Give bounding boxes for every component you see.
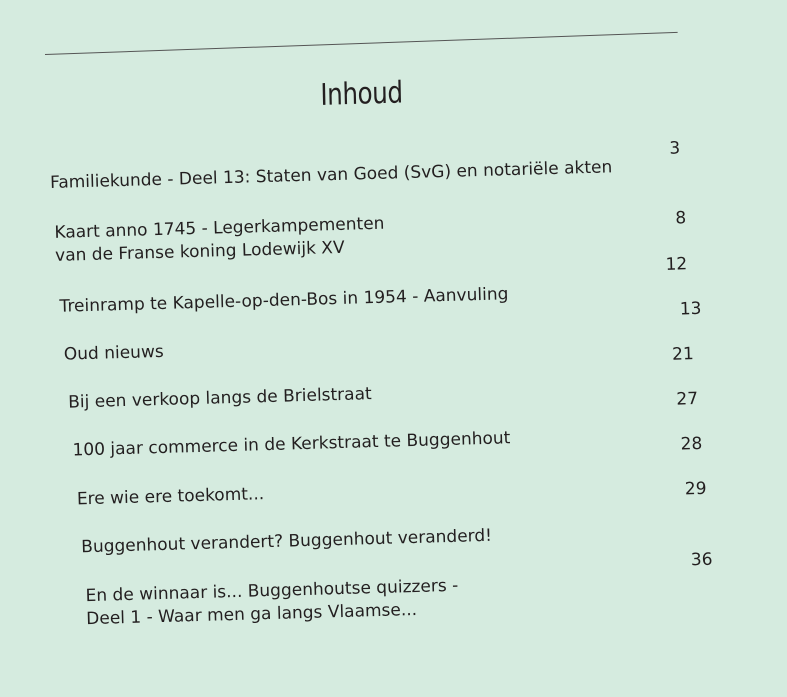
toc-entry-line: Familiekunde - Deel 13: Staten van Goed (SvG) en notariële akten (49, 157, 613, 193)
toc-entry-line: Buggenhout verandert? Buggenhout veranderd! (80, 525, 493, 558)
toc-entry (77, 483, 265, 511)
toc-entry (54, 213, 385, 268)
toc-entry-line: Bij een verkoop langs de Brielstraat (67, 384, 372, 413)
toc-page-number: 28 (680, 433, 703, 455)
toc-entry-line: En de winnaar is... Buggenhoutse quizzers - (85, 575, 459, 607)
toc-page-number: 36 (690, 549, 713, 571)
toc-entry-line: 100 jaar commerce in de Kerkstraat te Buggenhout (72, 428, 511, 461)
toc-entry-line: Ere wie ere toekomt... (76, 484, 265, 510)
toc-entry (72, 427, 510, 462)
toc-page-number: 27 (676, 388, 699, 410)
toc-entry (59, 283, 508, 319)
toc-page-number: 21 (671, 344, 695, 365)
toc-page-number: 12 (665, 254, 688, 275)
toc-page-number: 13 (679, 298, 702, 320)
toc-entry (85, 575, 459, 631)
toc-entry (81, 525, 492, 559)
toc-entry-line: Treinramp te Kapelle-op-den-Bos in 1954 - Aanvuling (59, 284, 509, 317)
toc-entry-line: Kaart anno 1745 - Legerkampementen (54, 213, 385, 243)
toc-entry (64, 341, 164, 367)
toc-page-number: 29 (684, 478, 707, 500)
toc-page-number: 8 (675, 208, 687, 229)
toc-entry-line: van de Franse koning Lodewijk XV (54, 237, 345, 266)
toc-entry-line: Deel 1 - Waar men ga langs Vlaamse... (85, 599, 418, 630)
toc-entry-line: Oud nieuws (63, 341, 164, 365)
toc-page-number: 3 (669, 138, 681, 159)
toc-entry (68, 383, 372, 414)
toc-entry (50, 156, 613, 195)
page-title: Inhoud (320, 75, 403, 113)
